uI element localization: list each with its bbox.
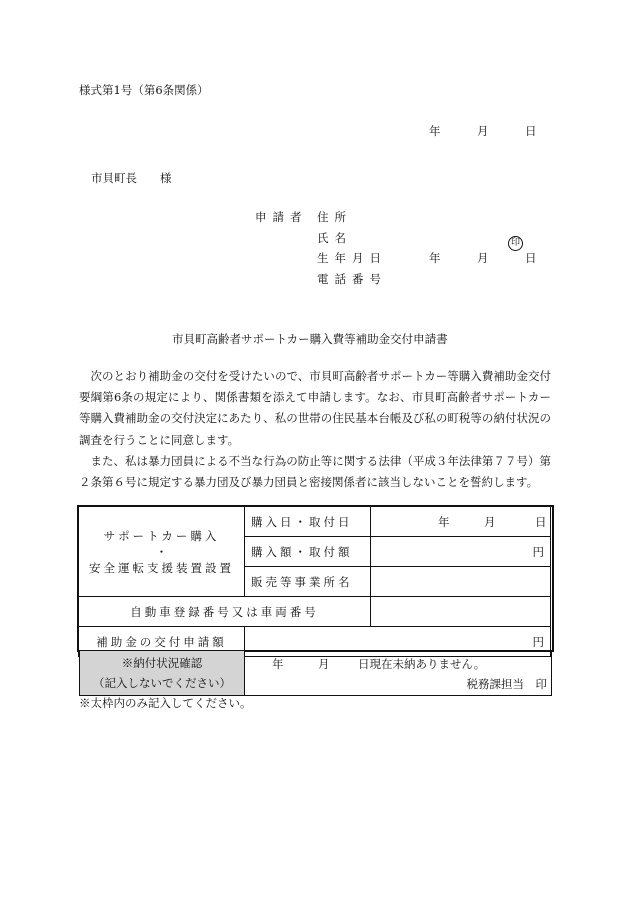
tax-check-label: ※納付状況確認 xyxy=(121,656,203,670)
date-month: 月 xyxy=(477,124,489,138)
subsidy-amount-label: 補助金の交付申請額 xyxy=(79,627,245,657)
category-dot: ・ xyxy=(155,544,168,559)
birth-year: 年 xyxy=(429,251,441,265)
vehicle-number-label: 自動車登録番号又は車両番号 xyxy=(79,597,371,627)
body-paragraph-1: 次のとおり補助金の交付を受けたいので、市貝町高齢者サポートカー等購入費補助金交付要綱第6条の規定により、関係書類を添えて申請します。なお、市貝町高齢者サポートカー等購入費補助金の交付決定にあたり、私の世帯の住民基本台帳及び私の町税等の納付状況の調査を行うことに同意します。 xyxy=(79,369,551,447)
category-cell xyxy=(79,507,245,597)
dealer-name-label: 販売等事業所名 xyxy=(245,567,371,597)
seal-mark xyxy=(508,230,523,251)
yen-unit: 円 xyxy=(532,544,544,559)
purchase-year: 年 xyxy=(438,515,450,529)
phone-label: 電話番号 xyxy=(317,272,387,286)
purchase-day: 日 xyxy=(535,515,547,529)
category-line-2: 安全運転支援装置設置 xyxy=(89,560,234,575)
purchase-amount-field[interactable] xyxy=(371,537,551,567)
dealer-name-field[interactable] xyxy=(371,567,551,597)
yen-unit: 円 xyxy=(532,634,544,649)
date-year: 年 xyxy=(429,124,441,138)
tax-check-note: （記入しないでください） xyxy=(93,676,231,690)
status-text: 日現在未納ありません。 xyxy=(358,657,486,671)
footnote: ※太枠内のみ記入してください。 xyxy=(79,696,252,710)
document-title: 市貝町高齢者サポートカー購入費等補助金交付申請書 xyxy=(172,332,448,346)
birth-day: 日 xyxy=(525,251,537,265)
tax-check-box xyxy=(79,650,552,696)
address-label: 住所 xyxy=(317,210,352,224)
tax-check-label-cell xyxy=(80,651,245,695)
tax-staff: 税務課担当 印 xyxy=(466,677,547,691)
body-text xyxy=(79,366,551,493)
category-line-1: サポートカー購入 xyxy=(103,528,220,543)
vehicle-number-field[interactable] xyxy=(371,597,551,627)
name-label: 氏名 xyxy=(317,231,352,245)
applicant-label: 申請者 xyxy=(255,210,308,224)
purchase-month: 月 xyxy=(484,515,496,529)
body-paragraph-2: また、私は暴力団員による不当な行為の防止等に関する法律（平成３年法律第７７号）第２条第６号に規定する暴力団及び暴力団員と密接関係者に該当しないことを誓約します。 xyxy=(79,453,551,490)
purchase-date-label: 購入日・取付日 xyxy=(245,507,371,537)
birth-month: 月 xyxy=(477,251,489,265)
form-number: 様式第1号（第6条関係） xyxy=(79,83,209,97)
birth-label: 生年月日 xyxy=(317,251,387,265)
status-month: 月 xyxy=(318,657,330,671)
status-year: 年 xyxy=(272,657,284,671)
purchase-amount-label: 購入額・取付額 xyxy=(245,537,371,567)
date-day: 日 xyxy=(525,124,537,138)
application-table xyxy=(78,506,551,657)
addressee: 市貝町長 様 xyxy=(91,171,172,185)
purchase-date-field[interactable] xyxy=(371,507,551,537)
seal-label: 印 xyxy=(508,236,523,251)
